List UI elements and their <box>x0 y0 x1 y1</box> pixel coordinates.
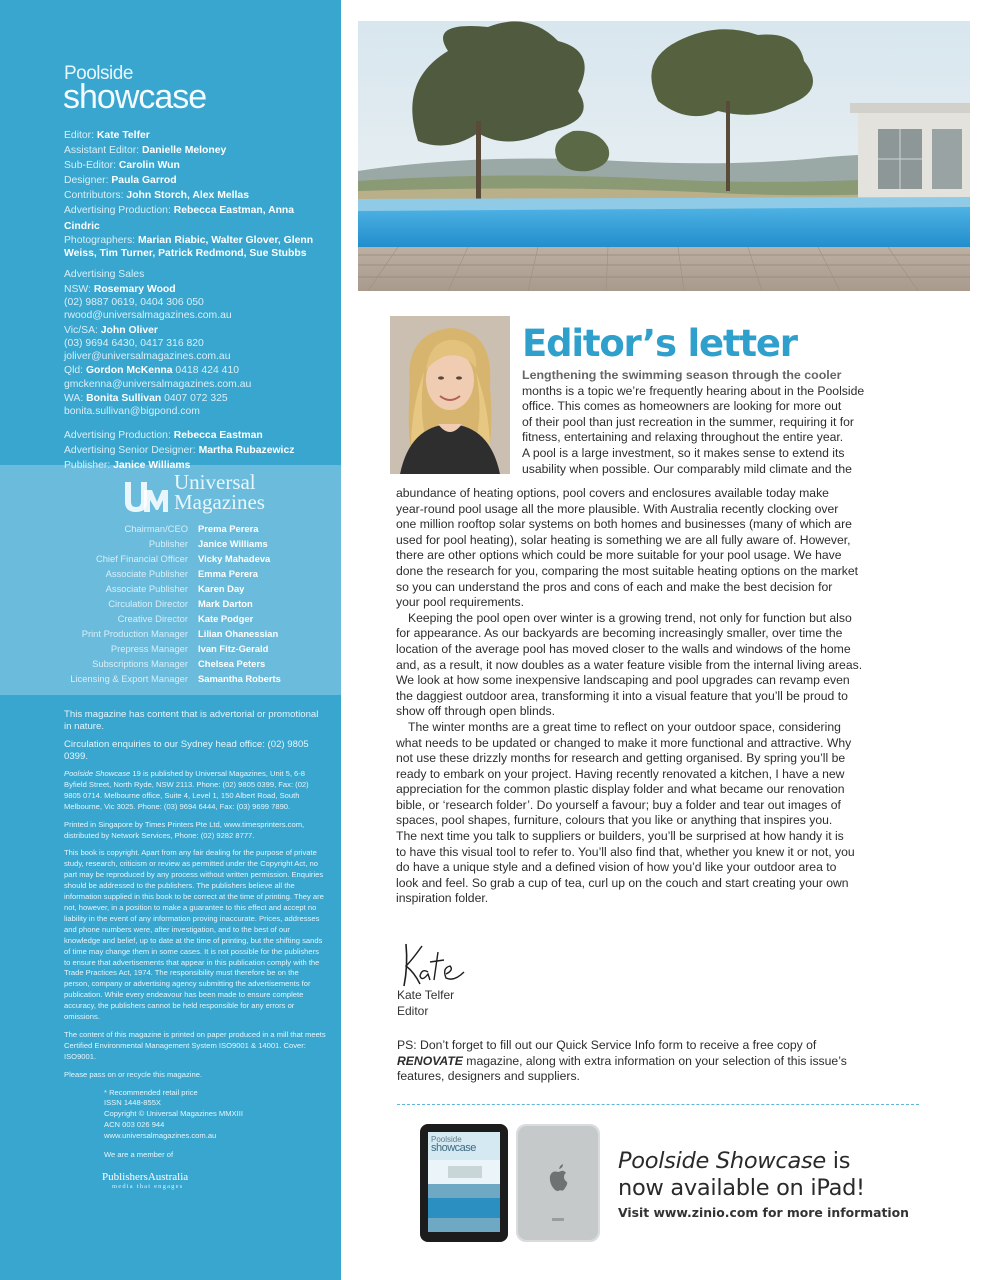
production-value: Rebecca Eastman <box>173 429 263 441</box>
staff-name: Emma Perera <box>198 568 258 579</box>
letter-lead: Lengthening the swimming season through the cooler <box>522 368 842 382</box>
masthead-logo <box>63 63 207 116</box>
recycle-notice: Please pass on or recycle this magazine. <box>64 1069 203 1079</box>
letter-line: A pool is a large investment, so it makes sense to extend its <box>522 445 845 460</box>
printing-details: Printed in Singapore by Times Printers Pte Ltd, www.timesprinters.com, distributed by Network Services, Phone: (02) 9282 8777. <box>64 819 305 840</box>
staff-row <box>0 596 341 611</box>
signoff <box>397 988 454 1019</box>
production-label: Advertising Production: <box>64 429 174 441</box>
credit-sub-editor <box>64 158 329 173</box>
credit-value: Rebecca Eastman, Anna Cindric <box>64 205 295 232</box>
dashed-divider <box>397 1104 919 1105</box>
staff-role: Subscriptions Manager <box>92 658 188 669</box>
credit-label: Editor: <box>64 130 97 141</box>
sales-name: Bonita Sullivan <box>86 392 162 404</box>
postscript <box>397 1038 917 1085</box>
logo-small-text: Poolside <box>64 63 133 84</box>
sales-wa-email[interactable]: bonita.sullivan@bigpond.com <box>64 405 200 417</box>
copyright-notice: This book is copyright. Apart from any fair dealing for the purpose of private study, research, criticism or review as permitted under the Copyright Act, no part may be reproduced by any process without written permission. Enquiries should be addressed to the publishers. The publishers believe all the information supplied in this book to be correct at the time of printing. They are not, however, in a position to make a guarantee to this effect and accept no liability in the event of any information proving inaccurate. Prices, addresses and phone numbers were, after investigation, and to the best of our knowledge and belief, up to date at the time of printing, but the shifting sands of time may change them in some cases. It is not possible for the publishers to ensure that advertisements that appear in this publication comply with the Trade Practices Act, 1974. The responsibility must therefore be on the person, company or advertising agency submitting the advertisements for publication. While every endeavour has been made to ensure complete accuracy, the publishers cannot be held responsible for any errors or omissions. <box>64 848 324 1022</box>
credit-value: Kate Telfer <box>96 130 150 141</box>
promo-title-line1 <box>618 1148 865 1175</box>
staff-role: Chairman/CEO <box>124 523 188 534</box>
advertorial-note: This magazine has content that is advertorial or promotional in nature. <box>64 709 319 732</box>
letter-line: one million rooftop solar systems on both homes and businesses (many of which are <box>396 517 852 532</box>
staff-name: Samantha Roberts <box>198 673 281 684</box>
meta-line[interactable]: www.universalmagazines.com.au <box>104 1131 217 1141</box>
sales-phone: 0418 424 410 <box>172 364 239 376</box>
credit-value: Danielle Meloney <box>141 145 227 157</box>
letter-line: ready to embark on your project. Having recently renovated a kitchen, I have a new <box>396 766 845 781</box>
credit-label: Contributors: <box>64 190 127 202</box>
letter-line: show off through open blinds. <box>396 704 556 719</box>
letter-line: year-round pool usage all the more plausible. With Australia recently clocking over <box>396 501 839 516</box>
letter-line: your pool requirements. <box>396 595 525 610</box>
staff-row <box>0 656 341 671</box>
circulation-note: Circulation enquiries to our Sydney head office: (02) 9805 0399. <box>64 739 309 762</box>
sales-qld-email[interactable]: gmckenna@universalmagazines.com.au <box>64 378 252 390</box>
page-title: Editor’s letter <box>522 322 797 365</box>
meta-line: ACN 003 026 944 <box>104 1120 165 1130</box>
staff-name: Prema Perera <box>198 523 259 534</box>
credit-label: Sub-Editor: <box>64 160 119 172</box>
staff-row <box>0 671 341 686</box>
letter-line: so you can understand the pros and cons of each and make the best decision for <box>396 579 833 594</box>
promo-mag-name: Poolside Showcase <box>618 1148 826 1174</box>
sales-name: Gordon McKenna <box>85 364 173 376</box>
staff-role: Print Production Manager <box>81 628 188 639</box>
sign-name: Kate Telfer <box>397 988 455 1002</box>
um-line1: Universal <box>174 470 256 494</box>
staff-row <box>0 551 341 566</box>
promo-subtitle[interactable]: Visit www.zinio.com for more information <box>618 1205 909 1220</box>
staff-role: Circulation Director <box>108 598 188 609</box>
um-monogram-icon <box>122 478 170 518</box>
publishing-details <box>64 769 326 813</box>
publishing-title: Poolside Showcase <box>64 769 131 778</box>
letter-line: of their pool than just recreation in the summer, requiring it for <box>522 414 854 429</box>
staff-role: Creative Director <box>117 613 188 624</box>
credit-value: John Storch, Alex Mellas <box>126 190 249 202</box>
credit-editor <box>64 128 329 143</box>
promo-title-rest: is <box>825 1148 851 1174</box>
sales-name: John Oliver <box>100 324 158 336</box>
um-wordmark <box>174 472 265 512</box>
sales-label: Qld: <box>64 364 86 376</box>
credit-photographers <box>64 234 329 260</box>
meta-line: Copyright © Universal Magazines MMXIII <box>104 1109 243 1119</box>
sales-label: WA: <box>64 392 87 404</box>
paper-notice: The content of this magazine is printed on paper produced in a mill that meets Certified Environmental Management System ISO9001 & 14001. Cover: ISO9001. <box>64 1029 326 1061</box>
credit-advertising-production <box>64 203 329 233</box>
letter-line: The next time you talk to suppliers or builders, you’ll be surprised at how handy it is <box>396 829 844 844</box>
ps-line: features, designers and suppliers. <box>397 1069 580 1084</box>
um-line2: Magazines <box>174 490 265 514</box>
sales-label: NSW: <box>64 283 94 295</box>
letter-line: We look at how some inexpensive landscaping and pool upgrades can revamp even <box>396 673 850 688</box>
staff-row <box>0 536 341 551</box>
ps-line <box>397 1054 917 1070</box>
letter-line: months is a topic we’re frequently hearing about in the Poolside <box>522 383 865 398</box>
credits-list <box>64 128 329 473</box>
paragraph-3 <box>396 720 920 907</box>
paragraph-1 <box>396 486 920 611</box>
letter-line: abundance of heating options, pool covers and enclosures available today make <box>396 486 829 500</box>
production-value: Martha Rubazewicz <box>198 445 295 457</box>
renovate-title: RENOVATE <box>397 1053 463 1068</box>
universal-magazines-logo <box>122 472 265 518</box>
credit-contributors <box>64 188 329 203</box>
member-note: We are a member of <box>104 1150 174 1160</box>
sales-heading: Advertising Sales <box>64 268 145 280</box>
letter-line: the daggiest outdoor area, transforming it into a visual feature that you’ll be proud to <box>396 688 848 703</box>
staff-name: Vicky Mahadeva <box>198 553 271 564</box>
letter-line: location of the average pool has moved closer to the walls and windows of the home <box>396 641 851 656</box>
ps-text: magazine, along with extra information on your selection of this issue’s <box>462 1053 847 1068</box>
letter-line: Keeping the pool open over winter is a growing trend, not only for function but also <box>408 610 852 625</box>
production-label: Publisher: <box>64 460 114 472</box>
credit-assistant-editor <box>64 143 329 158</box>
promo-title <box>618 1148 865 1202</box>
sales-qld <box>64 364 329 378</box>
credit-value: Carolin Wun <box>118 160 180 172</box>
letter-line: what needs to be updated or changed to make it more functional and attractive. Why <box>396 735 852 750</box>
sidebar <box>0 0 341 1280</box>
staff-list <box>0 521 341 686</box>
sales-nsw-phone: (02) 9887 0619, 0404 306 050 <box>64 296 204 308</box>
staff-row <box>0 611 341 626</box>
production-value: Janice Williams <box>113 460 191 472</box>
staff-role: Chief Financial Officer <box>95 553 188 564</box>
publishing-text: 19 is published by Universal Magazines, Unit 5, 6-8 Byfield Street, North Ryde, NSW 2113. Phone: (02) 9805 0399, Fax: (02) 9805 0714. Melbourne office, Suite 4, Level 1, 150 Albert Road, South Melbourne, Vic 3025. Phone: (03) 9694 6444, Fax: (03) 9699 7890. <box>64 769 309 811</box>
editor-portrait <box>390 316 510 474</box>
meta-line: ISSN 1448-855X <box>104 1098 161 1108</box>
letter-line: appreciation for the common plastic display folder and what became our renovation <box>396 782 845 797</box>
hero-pool-photo <box>358 21 970 291</box>
staff-row <box>0 641 341 656</box>
letter-line: to have this visual tool to refer to. You’ll also find that, whether you knew it or not, you <box>396 844 855 859</box>
production-label: Advertising Senior Designer: <box>64 445 199 457</box>
pa-tagline: media that engages <box>112 1183 184 1190</box>
credit-label: Advertising Production: <box>64 205 174 217</box>
letter-line: office. This comes as homeowners are looking for more out <box>522 399 842 414</box>
credit-value: Paula Garrod <box>111 175 177 187</box>
letter-line: and, as a result, it now doubles as a water feature visible from the internal living areas. <box>396 657 863 672</box>
promo-title-line2: now available on iPad! <box>618 1175 865 1201</box>
staff-name: Chelsea Peters <box>198 658 266 669</box>
letter-line: inspiration folder. <box>396 891 489 906</box>
sales-vic-phone: (03) 9694 6430, 0417 316 820 <box>64 337 204 349</box>
letter-line: spaces, pool shapes, furniture, colours that you like or anything that inspires you. <box>396 813 833 828</box>
staff-role: Publisher <box>148 538 188 549</box>
letter-body <box>396 486 920 907</box>
letter-line: done the research for you, comparing the most suitable heating options on the market <box>396 563 859 578</box>
sign-role: Editor <box>397 1003 429 1018</box>
letter-line: look and feel. So grab a cup of tea, curl up on the couch and start creating your own <box>396 875 849 890</box>
sales-nsw-email[interactable]: rwood@universalmagazines.com.au <box>64 309 232 321</box>
publication-meta <box>104 1088 326 1161</box>
credit-label: Designer: <box>64 175 112 187</box>
staff-name: Lilian Ohanessian <box>198 628 279 639</box>
credit-designer <box>64 173 329 188</box>
letter-intro <box>522 368 918 477</box>
sales-vic <box>64 323 329 338</box>
staff-role: Licensing & Export Manager <box>70 673 188 684</box>
sales-name: Rosemary Wood <box>93 283 176 295</box>
ipad-cover-logo <box>431 1135 477 1153</box>
credit-label: Assistant Editor: <box>64 145 142 157</box>
pa-name: PublishersAustralia <box>102 1171 189 1183</box>
ipad-cover-small: Poolside <box>431 1135 462 1144</box>
letter-line: not use these drizzly months for research and getting organised. By spring you’ll be <box>396 751 846 766</box>
editor-signature <box>398 938 478 990</box>
staff-role: Prepress Manager <box>110 643 188 654</box>
letter-line: The winter months are a great time to reflect on your outdoor space, considering <box>408 719 841 734</box>
staff-name: Karen Day <box>198 583 245 594</box>
ps-line: PS: Don’t forget to fill out our Quick Service Info form to receive a free copy of <box>397 1038 817 1052</box>
staff-row <box>0 626 341 641</box>
letter-line: used for pool heating), solar heating is something we are all fully aware of. However, <box>396 532 851 547</box>
letter-line: there are other options which could be more suitable for your pool usage. We have <box>396 548 842 563</box>
sales-nsw <box>64 282 329 297</box>
production-designer <box>64 443 329 458</box>
letter-line: do have a unique style and a defined vision of how you’d like your outdoor area to <box>396 860 837 875</box>
staff-name: Janice Williams <box>198 538 268 549</box>
ipad-cover-big: showcase <box>431 1142 476 1154</box>
letter-line: for appearance. As our backyards are becoming increasingly smaller, over time the <box>396 626 843 641</box>
production-advertising <box>64 428 329 443</box>
sales-vic-email[interactable]: joliver@universalmagazines.com.au <box>64 350 231 362</box>
letter-line: usability when possible. Our comparably mild climate and the <box>522 461 852 476</box>
staff-role: Associate Publisher <box>105 568 188 579</box>
staff-name: Mark Darton <box>198 598 253 609</box>
meta-line: * Recommended retail price <box>104 1087 198 1097</box>
credit-value: Marian Riabic, Walter Glover, Glenn Weiss, Tim Turner, Patrick Redmond, Sue Stubbs <box>64 234 314 259</box>
sales-label: Vic/SA: <box>64 324 101 336</box>
staff-row <box>0 581 341 596</box>
sales-phone: 0407 072 325 <box>161 392 228 404</box>
staff-row <box>0 566 341 581</box>
letter-line: fitness, entertaining and relaxing throughout the entire year. <box>522 430 844 445</box>
logo-big-text: showcase <box>63 78 207 116</box>
publishers-australia-logo <box>102 1171 326 1190</box>
staff-name: Kate Podger <box>198 613 254 624</box>
staff-row <box>0 521 341 536</box>
staff-role: Associate Publisher <box>105 583 188 594</box>
sales-wa <box>64 391 329 406</box>
credit-label: Photographers: <box>64 234 138 246</box>
staff-name: Ivan Fitz-Gerald <box>198 643 269 654</box>
legal-notice <box>64 709 326 1190</box>
paragraph-2 <box>396 611 920 720</box>
letter-line: bible, or ‘research folder’. Do yourself a favour; buy a folder and tear out images of <box>396 797 841 812</box>
